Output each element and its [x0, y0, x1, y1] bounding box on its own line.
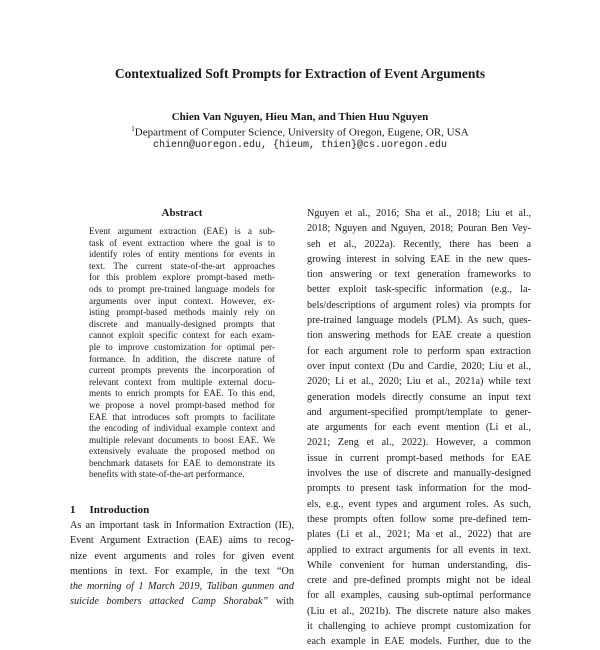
intro-line: mentions in text. For example, in the text “On [70, 565, 294, 577]
body-line: els, e.g., event types and argument roles. As such, [307, 498, 531, 510]
section-number: 1 [70, 504, 76, 516]
body-line: seh et al., 2022a). Recently, there has been a [307, 238, 531, 250]
abstract-line: Event argument extraction (EAE) is a sub- [89, 226, 275, 236]
body-line: tion answering methods for EAE create a question [307, 330, 531, 342]
body-line: bels/descriptions of argument roles) via prompts for [307, 299, 531, 311]
abstract-line: task of event extraction where the goal is to [89, 237, 275, 248]
abstract-line: relevant context from multiple external docu- [89, 376, 275, 387]
intro-line [70, 594, 294, 609]
intro-line: As an important task in Information Extraction (IE), [70, 520, 294, 531]
body-line: issue in current prompt-based methods for EAE [307, 452, 531, 464]
body-line: each example in EAE models. Further, due to the [307, 636, 531, 648]
body-line: While convenient for human understanding, dis- [307, 559, 531, 571]
body-line: for all examples, causing sub-optimal performance [307, 590, 531, 602]
abstract-line: the encoding of individual example context and [89, 423, 275, 434]
body-line: generation models directly consume an input text [307, 391, 531, 403]
abstract-line: ple to improve customization for optimal per- [89, 341, 275, 352]
paper-authors: Chien Van Nguyen, Hieu Man, and Thien Huu Nguyen [171, 111, 429, 123]
introduction-text [70, 518, 294, 610]
abstract-line: EAE that introduces soft prompts to facilitate [89, 411, 275, 422]
body-line: (Liu et al., 2021b). The discrete nature also makes [307, 605, 531, 617]
section-title: Introduction [89, 504, 150, 516]
body-line: and argument-specified prompt/template to gener- [307, 406, 531, 418]
abstract-line: current prompts prevents the incorporation of [89, 365, 275, 376]
body-line: Nguyen et al., 2016; Sha et al., 2018; Liu et al., [307, 208, 531, 219]
abstract-line: arguments over input context. However, ex- [89, 295, 275, 306]
paper-emails: chienn@uoregon.edu, {hieum, thien}@cs.uoregon.edu [152, 140, 448, 151]
abstract-line: ods to prompt pre-trained language models for [89, 283, 275, 294]
body-line: pre-trained language models (PLM). As such, ques- [307, 315, 531, 327]
abstract-line: text. The current state-of-the-art approaches [89, 260, 275, 271]
intro-line: Event Argument Extraction (EAE) aims to recog- [70, 535, 294, 547]
example-tail: with [268, 596, 294, 608]
body-line: prompts to present task information for the mod- [307, 483, 531, 495]
body-line: these prompts often follow some pre-defined tem- [307, 513, 531, 525]
abstract-heading: Abstract [161, 207, 203, 219]
abstract-line: formance. In addition, the discrete nature of [89, 353, 275, 364]
body-line: applied to extract arguments for all events in text. [307, 544, 531, 556]
body-line: it challenging to achieve prompt customization for [307, 621, 531, 633]
abstract-line: benefits with state-of-the-art performance. [89, 469, 245, 480]
body-line: involves the use of discrete and manually-designed [307, 468, 531, 480]
body-line: ate arguments for each event mention (Li et al., [307, 422, 531, 434]
body-line: crete and pre-defined prompts might not be ideal [307, 575, 531, 587]
body-line: over input context (Du and Cardie, 2020; Liu et al., [307, 360, 531, 372]
example-quote: suicide bombers attacked Camp Shorabak” [70, 596, 269, 608]
body-line: growing interest in solving EAE in the new ques- [307, 253, 531, 265]
body-line: 2021; Zeng et al., 2022). However, a common [307, 437, 531, 449]
abstract-body [89, 226, 275, 481]
section-heading-introduction [70, 504, 163, 516]
body-line: plates (Li et al., 2021; Ma et al., 2022) that are [307, 529, 531, 541]
abstract-line: isting prompt-based methods mainly rely on [89, 307, 275, 318]
body-line: 2020; Li et al., 2020; Liu et al., 2021a) while text [307, 376, 531, 388]
abstract-line: for this problem explore prompt-based meth- [89, 272, 275, 283]
body-line: 2018; Nguyen and Nguyen, 2018; Pouran Ben Vey- [307, 223, 531, 235]
abstract-line: ments to enrich prompts for EAE. To this end, [89, 388, 275, 399]
body-line: tion answering or text generation frameworks to [307, 269, 531, 281]
abstract-line: discrete and manually-designed prompts that [89, 318, 275, 329]
abstract-line: multiple relevant documents to boost EAE. We [89, 434, 275, 445]
intro-line: nize event arguments and roles for given event [70, 550, 294, 562]
right-column-text [307, 206, 531, 650]
abstract-line: we propose a novel prompt-based method for [89, 399, 275, 410]
body-line: better exploit task-specific information (e.g., la- [307, 284, 531, 296]
affiliation-text: Department of Computer Science, University of Oregon, Eugene, OR, USA [134, 126, 469, 139]
paper-affiliation [0, 125, 600, 139]
paper-title: Contextualized Soft Prompts for Extraction of Event Arguments [114, 66, 486, 81]
abstract-line: extensively evaluate the proposed method on [89, 446, 275, 457]
abstract-line: identify roles of entity mentions for events in [89, 249, 275, 260]
abstract-line: cannot exploit specific context for each exam- [89, 330, 275, 341]
body-line: for each argument role to perform span extraction [307, 345, 531, 357]
abstract-line: benchmark datasets for EAE to demonstrate its [89, 457, 275, 468]
affiliation-mark: 1 [131, 125, 135, 133]
intro-line: the morning of 1 March 2019, Taliban gunmen and [70, 581, 294, 593]
